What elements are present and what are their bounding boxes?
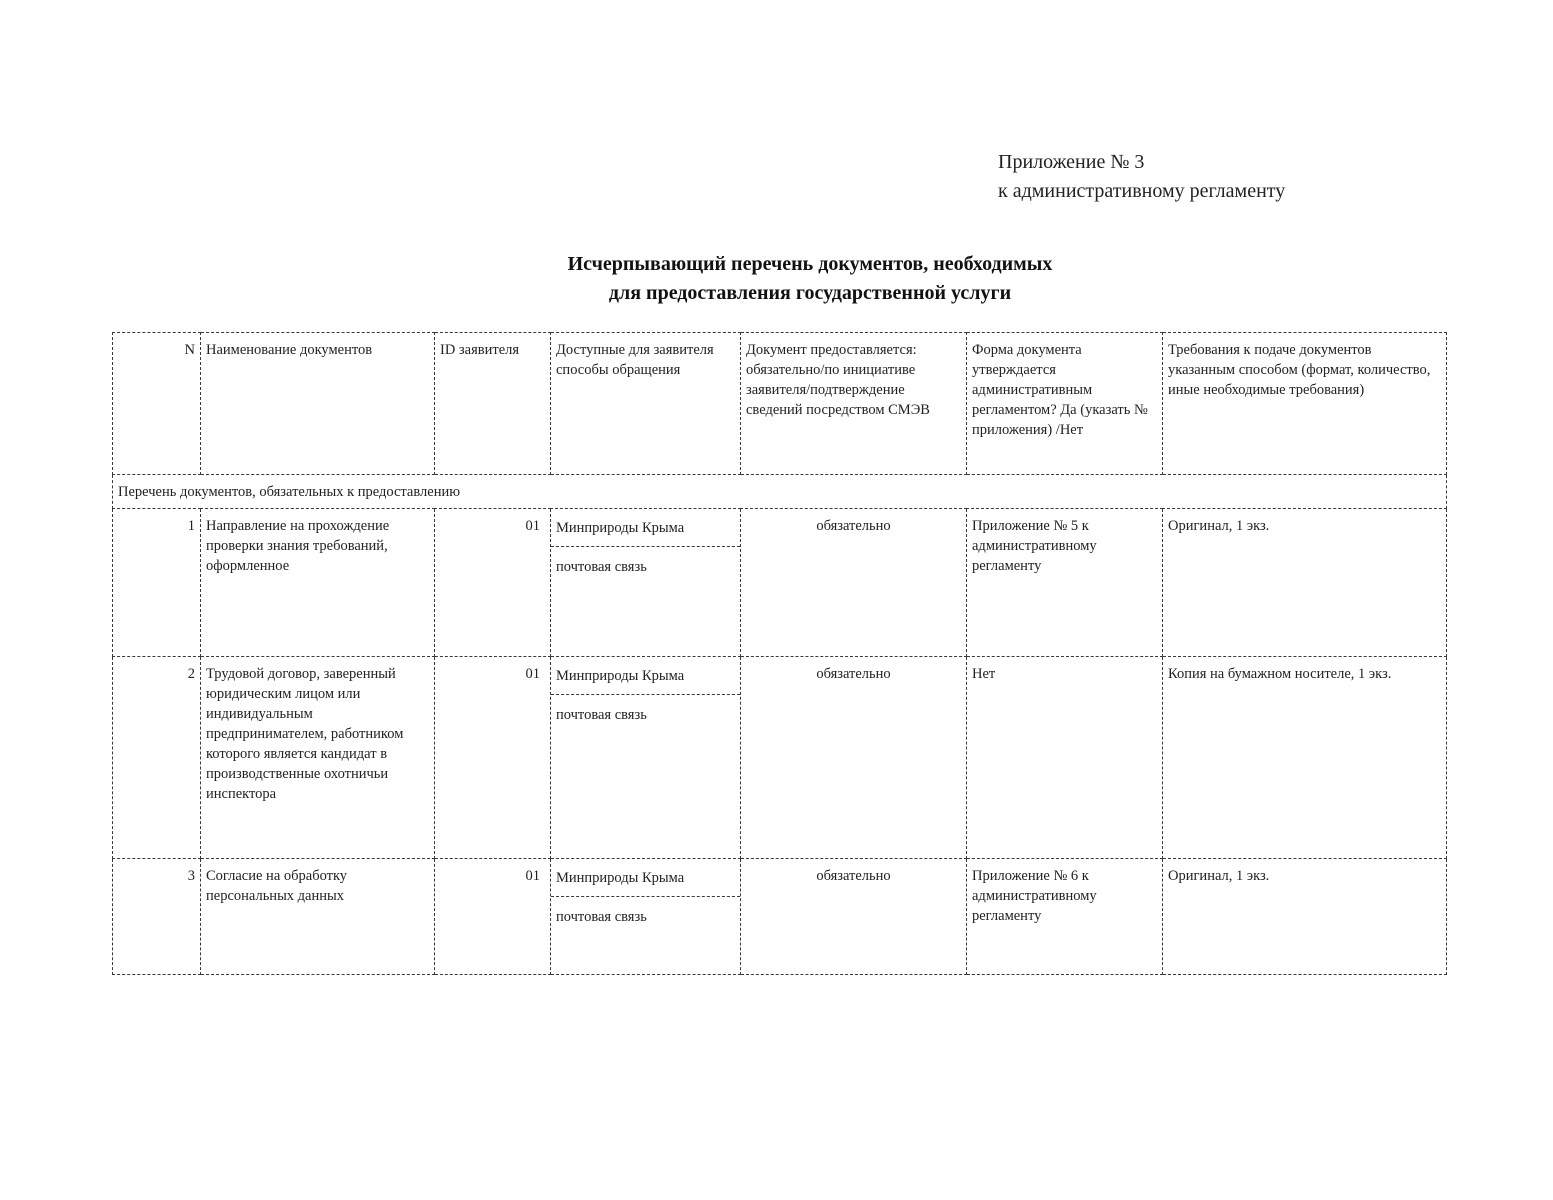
row-applicant-id: 01 [435, 859, 551, 975]
document-title-line-2: для предоставления государственной услуги [608, 282, 1012, 304]
row-form: Приложение № 5 к административному регламенту [967, 509, 1163, 657]
header-number: N [113, 333, 201, 475]
row-provision: обязательно [741, 657, 967, 859]
channel-post: почтовая связь [556, 909, 647, 925]
row-form: Приложение № 6 к административному регламенту [967, 859, 1163, 975]
row-number: 1 [113, 509, 201, 657]
row-provision: обязательно [741, 509, 967, 657]
row-provision: обязательно [741, 859, 967, 975]
documents-table [112, 332, 1447, 975]
header-form: Форма документа утверждается административным регламентом? Да (указать № приложения) /Нет [967, 333, 1163, 475]
row-document-name: Направление на прохождение проверки знания требований, оформленное [201, 509, 435, 657]
row-form: Нет [967, 657, 1163, 859]
channel-ministry: Минприроды Крыма [551, 866, 740, 897]
channel-post: почтовая связь [556, 707, 647, 723]
table-row [113, 859, 1447, 975]
row-number: 3 [113, 859, 201, 975]
row-document-name: Трудовой договор, заверенный юридическим лицом или индивидуальным предпринимателем, работником которого является кандидат в производственные охотничьи инспектора [201, 657, 435, 859]
header-channels: Доступные для заявителя способы обращения [551, 333, 741, 475]
channel-ministry: Минприроды Крыма [551, 516, 740, 547]
table-row [113, 657, 1447, 859]
row-requirements: Копия на бумажном носителе, 1 экз. [1163, 657, 1447, 859]
header-provision: Документ предоставляется: обязательно/по инициативе заявителя/подтверждение сведений посредством СМЭВ [741, 333, 967, 475]
row-channels [551, 657, 741, 859]
row-channels [551, 509, 741, 657]
section-row [113, 475, 1447, 509]
document-title [440, 250, 1180, 308]
appendix-reference [998, 148, 1285, 206]
row-applicant-id: 01 [435, 509, 551, 657]
channel-post: почтовая связь [556, 559, 647, 575]
table-header-row [113, 333, 1447, 475]
row-requirements: Оригинал, 1 экз. [1163, 509, 1447, 657]
channel-ministry: Минприроды Крыма [551, 664, 740, 695]
row-applicant-id: 01 [435, 657, 551, 859]
row-document-name: Согласие на обработку персональных данных [201, 859, 435, 975]
table-row [113, 509, 1447, 657]
header-document-name: Наименование документов [201, 333, 435, 475]
appendix-number: Приложение № 3 [998, 151, 1145, 173]
row-number: 2 [113, 657, 201, 859]
document-title-line-1: Исчерпывающий перечень документов, необходимых [567, 253, 1053, 275]
appendix-target: к административному регламенту [998, 180, 1286, 202]
section-label: Перечень документов, обязательных к предоставлению [113, 475, 1447, 509]
header-requirements: Требования к подаче документов указанным способом (формат, количество, иные необходимые требования) [1163, 333, 1447, 475]
row-channels [551, 859, 741, 975]
row-requirements: Оригинал, 1 экз. [1163, 859, 1447, 975]
header-applicant-id: ID заявителя [435, 333, 551, 475]
